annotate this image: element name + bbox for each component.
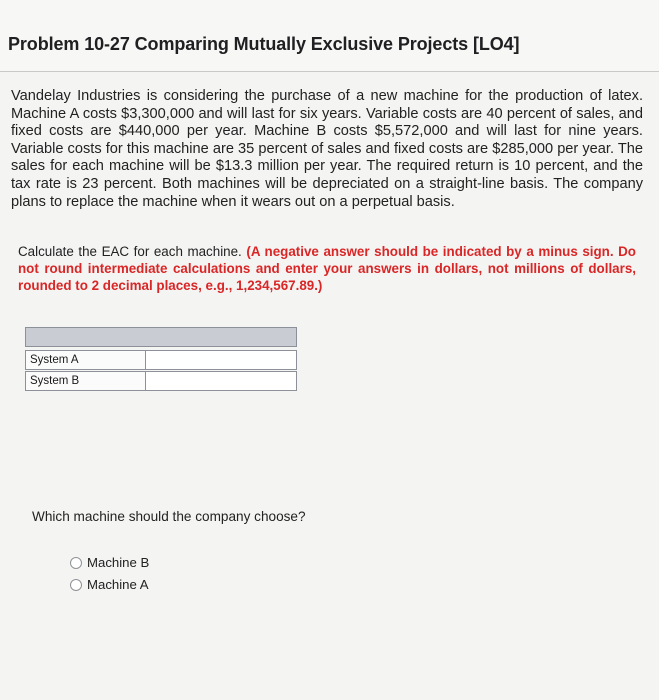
- title-bar: [0, 0, 659, 72]
- question-prompt: Calculate the EAC for each machine.: [18, 244, 242, 259]
- page-title: Problem 10-27 Comparing Mutually Exclusive Projects [LO4]: [8, 34, 520, 54]
- choice-question: Which machine should the company choose?: [32, 509, 306, 524]
- question-text: [18, 243, 636, 295]
- eac-table: [25, 327, 297, 391]
- radio-button-icon[interactable]: [70, 579, 82, 591]
- table-header: [25, 327, 297, 347]
- row-label-system-b: System B: [26, 372, 146, 390]
- radio-label-machine-b: Machine B: [87, 555, 150, 570]
- radio-button-icon[interactable]: [70, 557, 82, 569]
- answer-cell-system-a: [146, 351, 296, 369]
- row-label-system-a: System A: [26, 351, 146, 369]
- table-row-system-b: [25, 371, 297, 391]
- table-row-system-a: [25, 350, 297, 370]
- radio-option-machine-a[interactable]: [70, 577, 149, 592]
- question-instructions: (A negative answer should be indicated by a minus sign. Do not round intermediate calculations and enter your answers in dollars, not millions of dollars, rounded to 2 decimal places, e.g., 1,234,567.89.): [18, 244, 636, 294]
- radio-label-machine-a: Machine A: [87, 577, 149, 592]
- eac-input-system-b[interactable]: [146, 372, 296, 390]
- problem-description: Vandelay Industries is considering the purchase of a new machine for the production of latex. Machine A costs $3,300,000 and will last for six years. Variable costs are 40 percent of sales, and fixed costs are $440,000 per year. Machine B costs $5,572,000 and will last for nine years. Variable costs for this machine are 35 percent of sales and fixed costs are $285,000 per year. The sales for each machine will be $13.3 million per year. The required return is 10 percent, and the tax rate is 23 percent. Both machines will be depreciated on a straight-line basis. The company plans to replace the machine when it wears out on a perpetual basis.: [11, 88, 643, 210]
- answer-cell-system-b: [146, 372, 296, 390]
- eac-input-system-a[interactable]: [146, 351, 296, 369]
- radio-option-machine-b[interactable]: [70, 555, 149, 570]
